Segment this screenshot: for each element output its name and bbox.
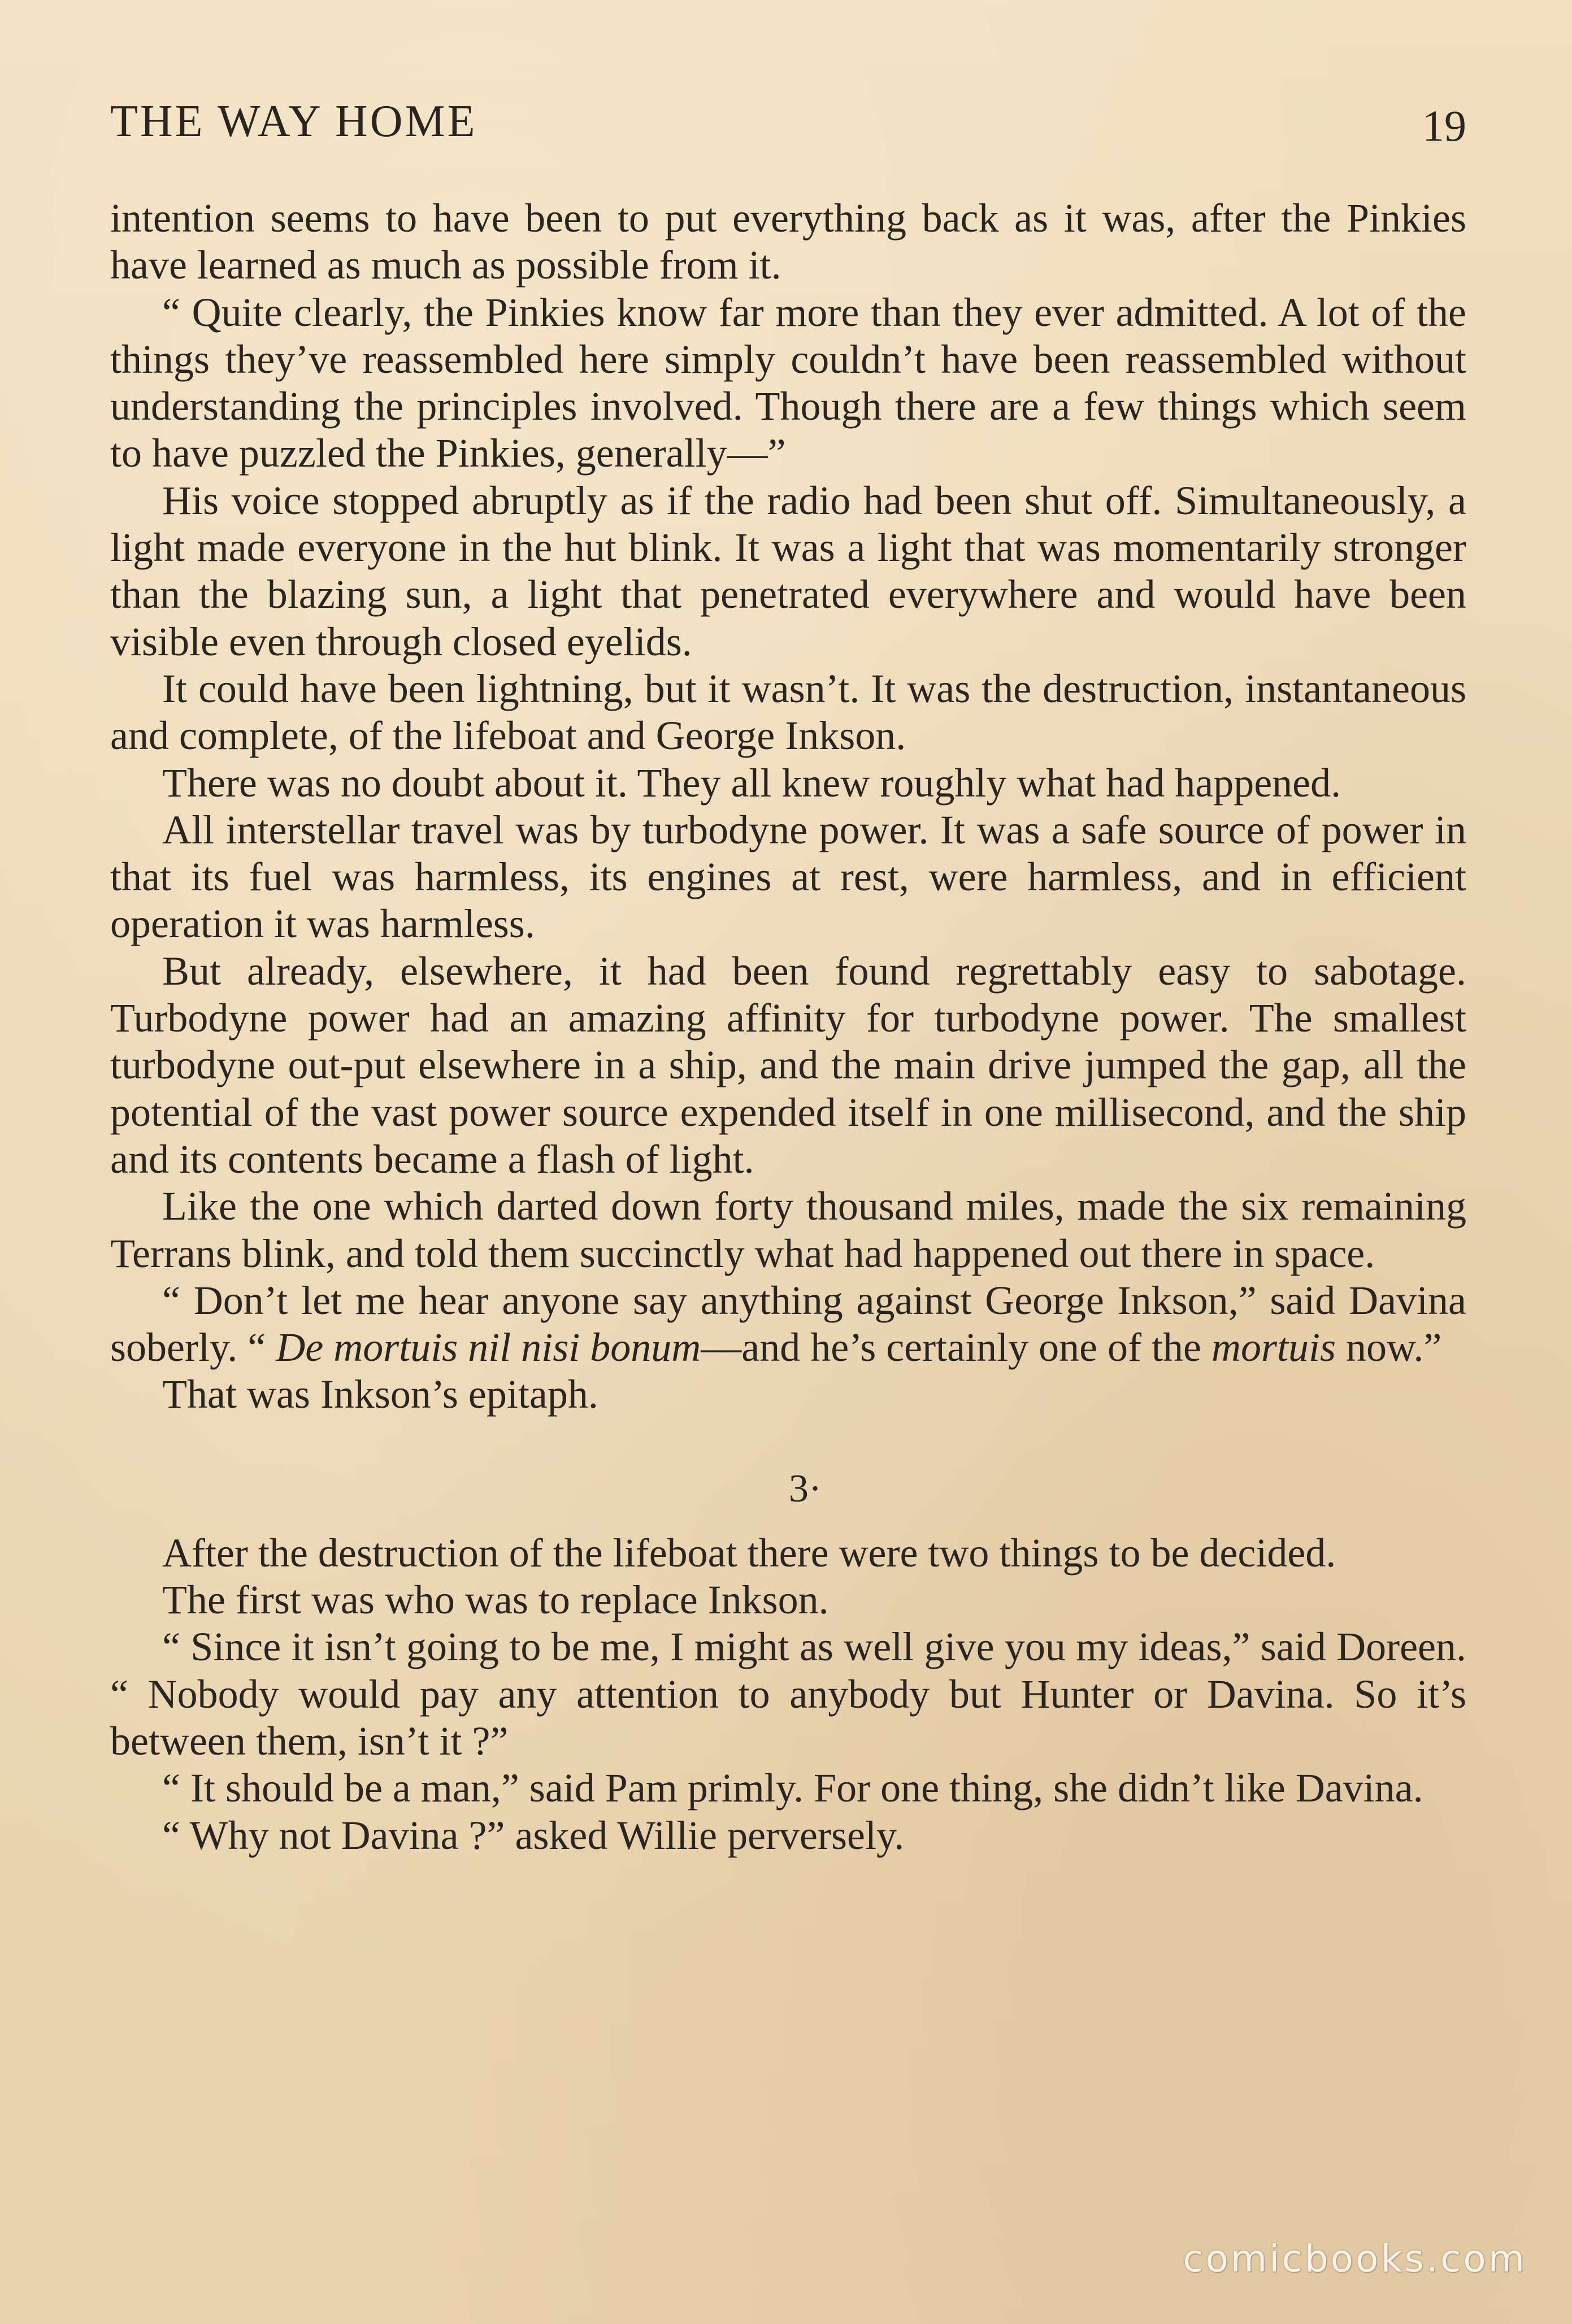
latin-phrase: De mortuis nil nisi bonum xyxy=(276,1325,701,1370)
paragraph: All interstellar travel was by turbodyne power. It was a safe source of power in that its fuel was harmless, its engines at rest, were harmless, and in efficient operation it was harmless. xyxy=(110,807,1466,947)
paragraph: “ It should be a man,” said Pam primly. For one thing, she didn’t like Davina. xyxy=(162,1765,1423,1811)
davina-text-after: now.” xyxy=(1336,1325,1442,1370)
running-title: THE WAY HOME xyxy=(110,97,477,146)
paragraph: “ Since it isn’t going to be me, I might as well give you my ideas,” said Doreen. “ Nobody would pay any attention to anybody but Hunter or Davina. So it’s between them, isn’t it ?” xyxy=(110,1624,1466,1764)
paragraph: The first was who was to replace Inkson. xyxy=(162,1577,829,1623)
paragraph: His voice stopped abruptly as if the radio had been shut off. Simultaneously, a light made everyone in the hut blink. It was a light that was momentarily stronger than the blazing sun, a light that penetrated everywhere and would have been visible even through closed eyelids. xyxy=(110,477,1466,664)
running-header xyxy=(110,96,1466,150)
page-body-text xyxy=(110,195,1466,1859)
paragraph: “ Quite clearly, the Pinkies know far more than they ever admitted. A lot of the things they’ve reassembled here simply couldn’t have been reassembled without understanding the principles involved. Though there are a few things which seem to have puzzled the Pinkies, generally—” xyxy=(110,289,1466,476)
section-gap xyxy=(110,1512,1466,1530)
davina-text-before: “ Don’t let me hear anyone say anything against George Inkson,” said Davina soberly. “ xyxy=(110,1277,1466,1370)
davina-text-middle: —and he’s certainly one of the xyxy=(701,1325,1211,1370)
paragraph: There was no doubt about it. They all knew roughly what had happened. xyxy=(162,760,1341,806)
section-number: 3· xyxy=(788,1466,822,1511)
paragraph-epitaph: That was Inkson’s epitaph. xyxy=(162,1372,598,1417)
page-number: 19 xyxy=(1422,101,1466,150)
paragraph: After the destruction of the lifeboat there were two things to be decided. xyxy=(162,1530,1336,1576)
watermark-logo: comicbooks.com xyxy=(1183,2237,1527,2281)
paragraph-davina xyxy=(110,1277,1466,1372)
latin-word: mortuis xyxy=(1211,1325,1336,1370)
paragraph: It could have been lightning, but it wasn’t. It was the destruction, instantaneous and complete, of the lifeboat and George Inkson. xyxy=(110,665,1466,759)
paragraph: Like the one which darted down forty thousand miles, made the six remaining Terrans blink, and told them succinctly what had happened out there in space. xyxy=(110,1183,1466,1276)
paragraph: “ Why not Davina ?” asked Willie perversely. xyxy=(162,1812,905,1858)
paragraph: But already, elsewhere, it had been found regrettably easy to sabotage. Turbodyne power had an amazing affinity for turbodyne power. The smallest turbodyne out-put elsewhere in a ship, and the main drive jumped the gap, all the potential of the vast power source expended itself in one millisecond, and the ship and its contents became a flash of light. xyxy=(110,948,1466,1182)
paragraph: intention seems to have been to put everything back as it was, after the Pinkies have learned as much as possible from it. xyxy=(110,195,1466,288)
